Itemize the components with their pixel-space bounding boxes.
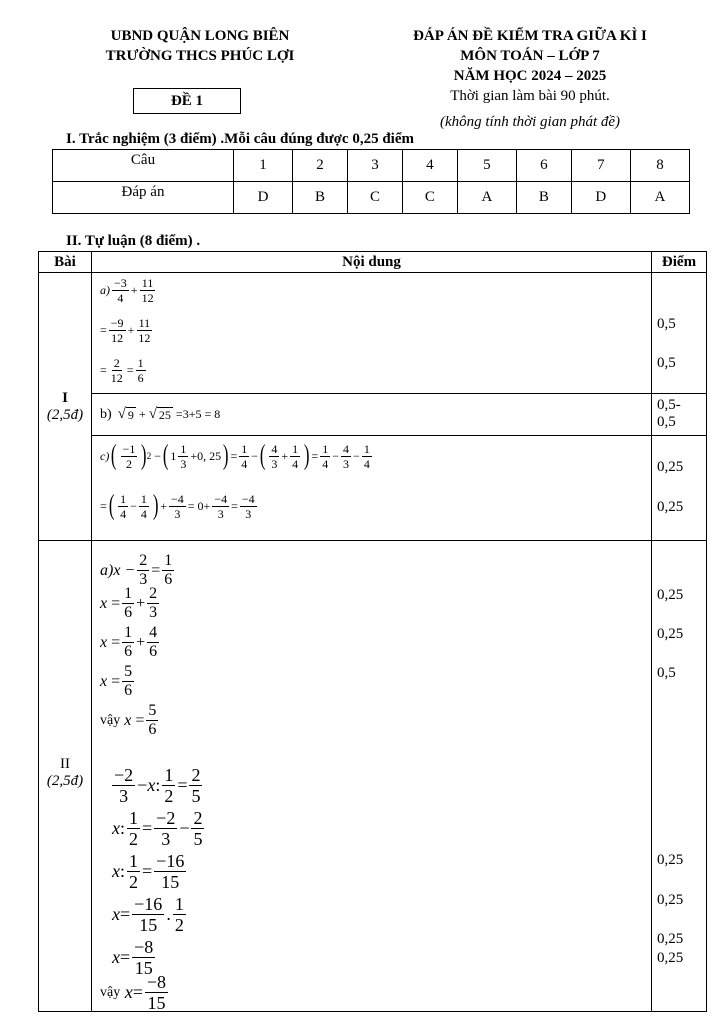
score: 0,25 (657, 499, 684, 515)
bai-1-points: (2,5đ) (46, 406, 84, 423)
math-text: vậy (100, 984, 121, 1000)
math-line: x = $\frac{-8}{15}$ (112, 937, 154, 978)
score-cell (652, 394, 707, 436)
score: 0,5 (657, 355, 676, 371)
exam-code-box: ĐỀ 1 (133, 88, 241, 114)
exam-title: ĐÁP ÁN ĐỀ KIỂM TRA GIỮA KÌ I (413, 28, 647, 44)
answer-label: Đáp án (53, 182, 234, 214)
math-text: vậy (100, 712, 121, 728)
question-label: Câu (53, 150, 234, 182)
score: 0,25 (657, 626, 684, 642)
score-cell (652, 541, 707, 1012)
answer-cell: C (347, 182, 402, 214)
district-name: UBND QUẬN LONG BIÊN (110, 28, 290, 44)
math-line: vậy x = $\frac{5}{6}$ (100, 702, 157, 738)
duration: Thời gian làm bài 90 phút. (450, 88, 610, 104)
math-text: =3+5 = 8 (175, 407, 221, 421)
question-row (53, 150, 690, 182)
table-row (39, 394, 707, 436)
math-line: x = $\frac{1}{6}$ + $\frac{2}{3}$ (100, 585, 158, 621)
answer-cell: A (457, 182, 516, 214)
math-line: = ( $\frac{1}{4}$ − $\frac{1}{4}$ ) + $\frac{-4}{3}$ = 0+ $\frac{-4}{3}$ = $\frac{-4}{3}$ (100, 490, 255, 521)
score-cell (652, 436, 707, 541)
bai-1-name: I (62, 389, 68, 406)
question-number: 8 (630, 150, 689, 182)
bai-2-content (92, 541, 652, 1012)
answer-row (53, 182, 690, 214)
score: 0,25 (657, 950, 684, 966)
answer-cell: B (293, 182, 348, 214)
school-header (60, 26, 340, 66)
exam-header (370, 26, 690, 132)
bai-1b-content (92, 394, 652, 436)
math-line: x = $\frac{-16}{15}$ . $\frac{1}{2}$ (112, 894, 184, 935)
question-number: 7 (571, 150, 630, 182)
bai-1c-content (92, 436, 652, 541)
essay-answer-table (38, 251, 707, 1012)
col-points: Điểm (652, 252, 707, 273)
math-line: x = $\frac{5}{6}$ (100, 663, 133, 699)
question-number: 4 (402, 150, 457, 182)
score: 0,5 (657, 414, 676, 430)
part-label: c) (100, 448, 110, 463)
math-line: x : $\frac{1}{2}$ = $\frac{-16}{15}$ (112, 851, 185, 892)
bai-1-cell (39, 273, 92, 541)
school-name: TRƯỜNG THCS PHÚC LỢI (105, 48, 295, 64)
score: 0,25 (657, 892, 684, 908)
question-number: 6 (516, 150, 571, 182)
score: 0,5 (657, 665, 676, 681)
question-number: 2 (293, 150, 348, 182)
bai-2-points: (2,5đ) (46, 773, 84, 789)
math-line: = $\frac{-9}{12}$ + $\frac{11}{12}$ (100, 316, 151, 345)
bai-2-cell (39, 541, 92, 1012)
math-line: c) ( $\frac{-1}{2}$ ) 2 − ( 1 $\frac{1}{3}$ +0, 25 ) = $\frac{1}{4}$ − ( $\frac{4}{3}$ + $\frac{1}{4}$ ) = $\frac{1}{4}$ − $\frac{4}{3}$ − $\frac{1}{4}$ (100, 440, 370, 471)
part-label: b) (100, 406, 112, 422)
table-header-row (39, 252, 707, 273)
table-row (39, 436, 707, 541)
math-line: x : $\frac{1}{2}$ = $\frac{-2}{3}$ − $\frac{2}{5}$ (112, 808, 203, 849)
question-number: 3 (347, 150, 402, 182)
part1-title: I. Trắc nghiệm (3 điểm) .Mỗi câu đúng được 0,25 điểm (66, 131, 415, 147)
score: 0,25 (657, 931, 684, 947)
math-line: $\frac{-2}{3}$ − x : $\frac{1}{2}$ = $\frac{2}{5}$ (114, 765, 201, 806)
answer-cell: C (402, 182, 457, 214)
score: 0,25 (657, 852, 684, 868)
bai-2-name: II (60, 756, 70, 772)
answer-cell: D (234, 182, 293, 214)
question-number: 5 (457, 150, 516, 182)
col-content: Nội dung (92, 252, 652, 273)
math-line: a) $\frac{-3}{4}$ + $\frac{11}{12}$ (100, 276, 154, 305)
question-number: 1 (234, 150, 293, 182)
table-row (39, 541, 707, 1012)
subject-line: MÔN TOÁN – LỚP 7 (460, 48, 600, 64)
multiple-choice-table (52, 149, 690, 214)
math-line: a)x − $\frac{2}{3}$ = $\frac{1}{6}$ (100, 552, 173, 588)
bai-1a-content (92, 273, 652, 394)
score: 0,25 (657, 587, 684, 603)
math-line: b) √ 9 + √ 25 =3+5 = 8 (100, 406, 221, 422)
table-row (39, 273, 707, 394)
math-line: = $\frac{2}{12}$ = $\frac{1}{6}$ (100, 356, 144, 385)
math-line: vậy x = $\frac{-8}{15}$ (100, 972, 167, 1013)
answer-cell: D (571, 182, 630, 214)
answer-cell: B (516, 182, 571, 214)
duration-note: (không tính thời gian phát đề) (439, 114, 621, 130)
math-line: x = $\frac{1}{6}$ + $\frac{4}{6}$ (100, 624, 158, 660)
col-bai: Bài (39, 252, 92, 273)
part2-title: II. Tự luận (8 điểm) . (66, 233, 201, 249)
score: 0,5- (657, 397, 681, 413)
part-label: a) (100, 283, 110, 297)
school-year: NĂM HỌC 2024 – 2025 (453, 68, 607, 84)
score-cell (652, 273, 707, 394)
score: 0,25 (657, 459, 684, 475)
score: 0,5 (657, 316, 676, 332)
answer-cell: A (630, 182, 689, 214)
